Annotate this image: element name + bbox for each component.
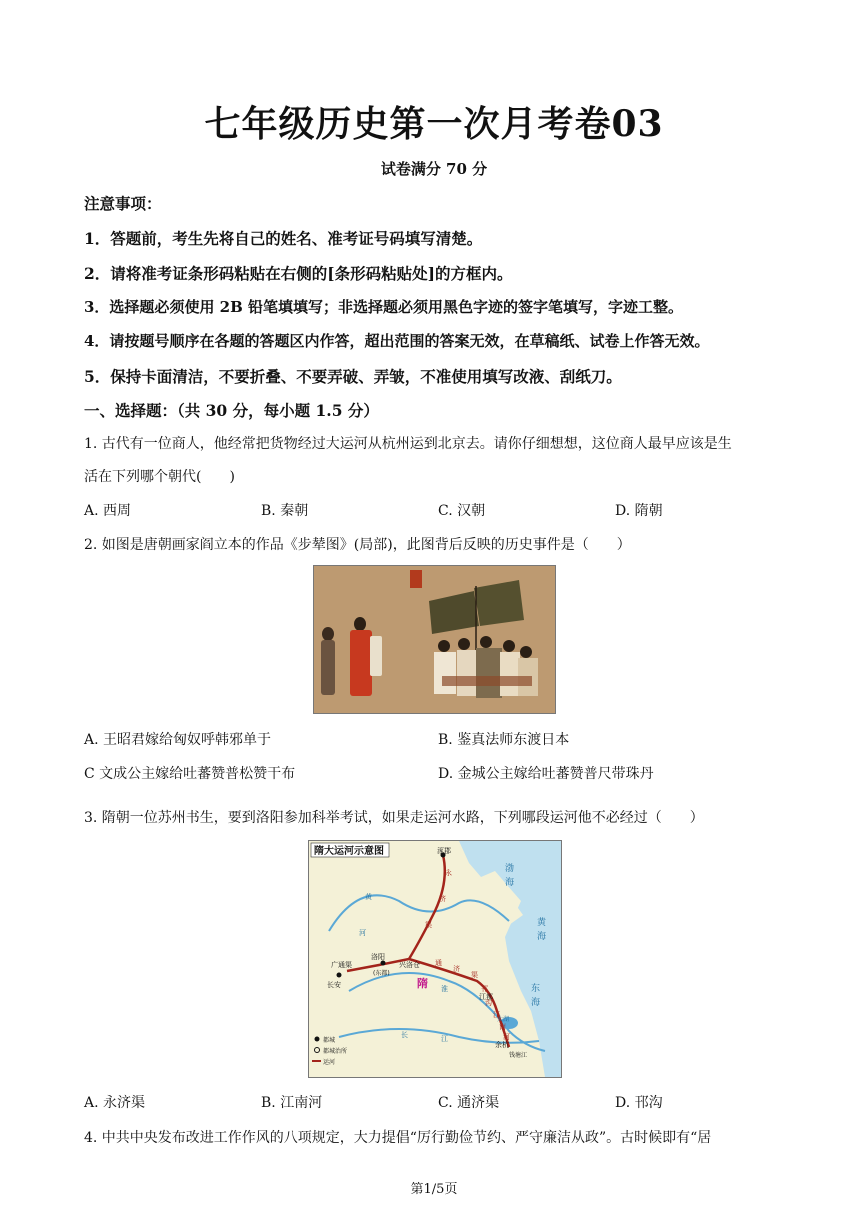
question-stem: 3. 隋朝一位苏州书生，要到洛阳参加科举考试，如果走运河水路，下列哪段运河他不必经过（ ）: [84, 810, 704, 826]
map-canal-label: 通: [435, 959, 442, 967]
option-a: A. 西周: [84, 503, 132, 519]
question-stem: 4. 中共中央发布改进工作作风的八项规定，大力提倡“厉行勤俭节约、严守廉洁从政”。古时候即有“居: [84, 1130, 712, 1146]
map-river-label: 长: [401, 1031, 408, 1039]
section-heading: 一、选择题：（共 30 分，每小题 1.5 分）: [84, 401, 379, 420]
map-label: 江都: [479, 993, 493, 1001]
legend-item: 运河: [323, 1059, 336, 1066]
painting-image: [313, 565, 556, 714]
map-sea-label: 黄: [537, 918, 547, 928]
option-d: D. 隋朝: [615, 503, 663, 519]
option-b: B. 鉴真法师东渡日本: [438, 732, 570, 748]
map-sea-label: 东: [531, 984, 541, 994]
page-number: 第1/5页: [410, 1182, 458, 1197]
canal-map-svg: [309, 841, 561, 1077]
map-label: 余杭: [495, 1041, 509, 1049]
map-canal-label: 渠: [425, 921, 432, 929]
option-c: C. 汉朝: [438, 503, 486, 519]
note-item: 5．保持卡面清洁，不要折叠、不要弄破、弄皱，不准使用填写改液、刮纸刀。: [84, 367, 622, 386]
option-d: D. 邗沟: [615, 1095, 663, 1111]
option-d: D. 金城公主嫁给吐蕃赞普尺带珠丹: [438, 766, 654, 782]
map-label: 广通渠: [331, 961, 352, 969]
question-stem: 活在下列哪个朝代( ): [84, 469, 235, 485]
note-item: 2．请将准考证条形码粘贴在右侧的[条形码粘贴处]的方框内。: [84, 264, 513, 283]
map-label: 隋: [417, 977, 428, 990]
option-c: C. 通济渠: [438, 1095, 500, 1111]
note-item: 1．答题前，考生先将自己的姓名、准考证号码填写清楚。: [84, 229, 483, 248]
map-river-label: 江: [441, 1035, 448, 1043]
canal-map: [308, 840, 562, 1078]
map-sea-label: 渤: [505, 864, 515, 874]
map-label: 兴洛仓: [399, 961, 420, 969]
note-item: 4．请按题号顺序在各题的答题区内作答，超出范围的答案无效，在草稿纸、试卷上作答无效。: [84, 332, 710, 350]
map-sea-label: 海: [505, 878, 515, 888]
option-a: A. 王昭君嫁给匈奴呼韩邪单于: [84, 732, 272, 748]
map-label: 洛阳: [371, 953, 385, 961]
map-label: 钱塘江: [509, 1052, 528, 1059]
map-river-label: 太湖: [497, 1016, 510, 1023]
question-stem: 1. 古代有一位商人，他经常把货物经过大运河从杭州运到北京去。请你仔细想想，这位商人最早应该是生: [84, 436, 732, 452]
legend-item: 都城治所: [323, 1048, 348, 1055]
map-canal-label: 渠: [471, 971, 478, 979]
map-canal-label: 济: [453, 965, 460, 973]
map-canal-label: 南: [499, 1023, 506, 1031]
map-title: 隋大运河示意图: [314, 846, 384, 857]
option-b: B. 江南河: [261, 1095, 323, 1111]
map-label: (东都): [373, 970, 390, 977]
map-canal-label: 邗: [481, 985, 488, 993]
map-label: 长安: [327, 981, 341, 989]
notes-heading: 注意事项：: [84, 194, 162, 213]
map-canal-label: 永: [445, 869, 452, 877]
page-subtitle: 试卷满分 70 分: [380, 160, 488, 178]
map-river-label: 河: [359, 929, 366, 937]
painting-illustration: [314, 566, 555, 713]
option-a: A. 永济渠: [84, 1095, 146, 1111]
option-b: B. 秦朝: [261, 503, 309, 519]
map-canal-label: 沟: [485, 999, 492, 1007]
note-item: 3．选择题必须使用 2B 铅笔填填写；非选择题必须用黑色字迹的签字笔填写，字迹工整。: [84, 298, 684, 316]
map-canal-label: 济: [439, 895, 446, 903]
map-river-label: 黄: [365, 893, 372, 901]
legend-item: 都城: [323, 1037, 336, 1044]
map-canal-label: 河: [503, 1033, 510, 1041]
option-c: C 文成公主嫁给吐蕃赞普松赞干布: [84, 766, 296, 782]
map-canal-label: 江: [493, 1011, 500, 1019]
map-river-label: 淮: [441, 985, 448, 993]
page-title: 七年级历史第一次月考卷03: [204, 103, 664, 145]
map-label: 涿郡: [437, 847, 451, 855]
map-sea-label: 海: [531, 998, 541, 1008]
map-sea-label: 海: [537, 932, 547, 942]
question-stem: 2. 如图是唐朝画家阎立本的作品《步辇图》(局部)，此图背后反映的历史事件是（ ）: [84, 537, 631, 553]
